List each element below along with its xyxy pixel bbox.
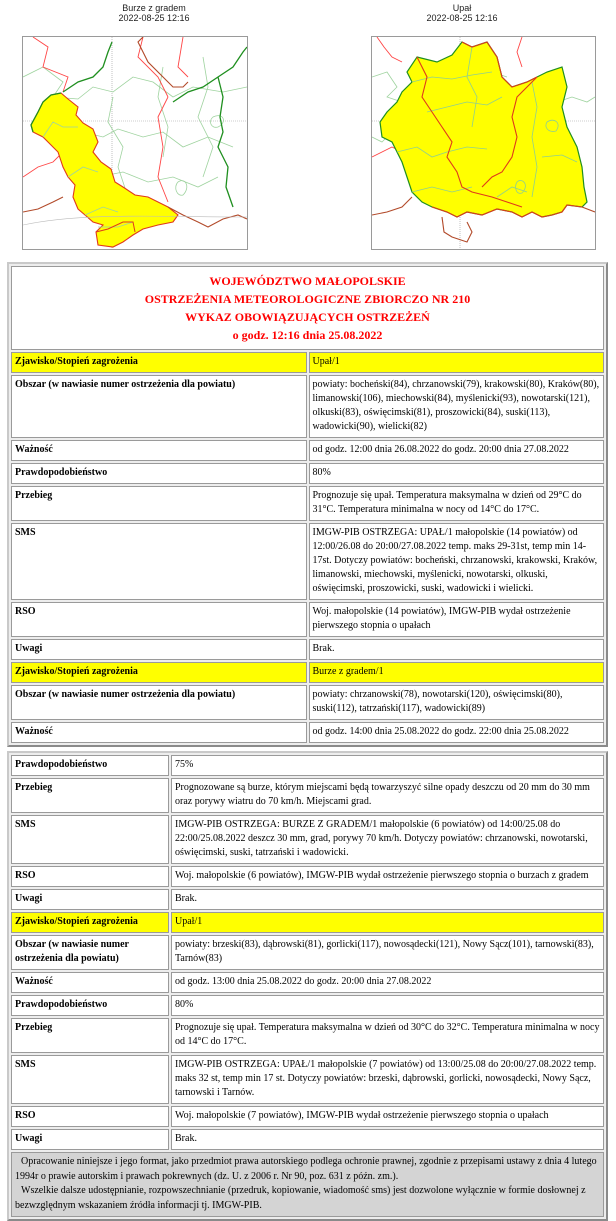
label-course: Przebieg xyxy=(11,486,307,521)
map-title-phenomenon: Burze z gradem xyxy=(122,3,186,13)
map-heat-svg xyxy=(372,37,595,249)
label-course: Przebieg xyxy=(11,1018,169,1053)
label-phenomenon: Zjawisko/Stopień zagrożenia xyxy=(11,912,169,933)
map-hail-storms xyxy=(0,0,308,262)
warning-1-area-row xyxy=(11,375,604,438)
warning-2-probability-row xyxy=(11,755,604,776)
label-probability: Prawdopodobieństwo xyxy=(11,995,169,1016)
label-validity: Ważność xyxy=(11,972,169,993)
value-phenomenon: Upał/1 xyxy=(171,912,604,933)
label-sms: SMS xyxy=(11,523,307,600)
warning-1-validity-row xyxy=(11,440,604,461)
warning-2-remarks-row xyxy=(11,889,604,910)
value-sms: IMGW-PIB OSTRZEGA: BURZE Z GRADEM/1 małopolskie (6 powiatów) od 14:00/25.08 do 22:00/25.08.2022 deszcz 30 mm, grad, porywy 70 km/h. Dotyczy powiatów: chrzanowski, nowotarski, oświęcimski, suski, tatrzański i wadowicki. xyxy=(171,815,604,864)
label-sms: SMS xyxy=(11,815,169,864)
map-title xyxy=(0,3,308,23)
map-title-datetime: 2022-08-25 12:16 xyxy=(426,13,498,23)
label-probability: Prawdopodobieństwo xyxy=(11,463,307,484)
value-remarks: Brak. xyxy=(171,889,604,910)
value-probability: 80% xyxy=(171,995,604,1016)
warning-2-phenomenon-row xyxy=(11,662,604,683)
warning-3-rso-row xyxy=(11,1106,604,1127)
value-area: powiaty: bocheński(84), chrzanowski(79), krakowski(80), Kraków(80), limanowski(106), miechowski(84), myślenicki(93), nowotarski(121), olkuski(83), oświęcimski(81), proszowicki(84), suski(113), wadowicki(90), wielicki(82) xyxy=(309,375,605,438)
value-rso: Woj. małopolskie (14 powiatów), IMGW-PIB wydał ostrzeżenie pierwszego stopnia o upałach xyxy=(309,602,605,637)
warning-3-sms-row xyxy=(11,1055,604,1104)
value-validity: od godz. 14:00 dnia 25.08.2022 do godz. 22:00 dnia 25.08.2022 xyxy=(309,722,605,743)
label-remarks: Uwagi xyxy=(11,639,307,660)
warning-3-validity-row xyxy=(11,972,604,993)
value-phenomenon: Upał/1 xyxy=(309,352,605,373)
warning-1-rso-row xyxy=(11,602,604,637)
map-canvas xyxy=(371,36,596,250)
value-phenomenon: Burze z gradem/1 xyxy=(309,662,605,683)
warning-3-course-row xyxy=(11,1018,604,1053)
header-issue-time: o godz. 12:16 dnia 25.08.2022 xyxy=(232,328,383,342)
value-rso: Woj. małopolskie (7 powiatów), IMGW-PIB wydał ostrzeżenie pierwszego stopnia o upałach xyxy=(171,1106,604,1127)
label-remarks: Uwagi xyxy=(11,889,169,910)
value-remarks: Brak. xyxy=(171,1129,604,1150)
label-area: Obszar (w nawiasie numer ostrzeżenia dla powiatu) xyxy=(11,685,307,720)
warning-1-sms-row xyxy=(11,523,604,600)
label-probability: Prawdopodobieństwo xyxy=(11,755,169,776)
warnings-table-part-1 xyxy=(7,262,608,747)
warning-1-course-row xyxy=(11,486,604,521)
warning-3-area-row xyxy=(11,935,604,970)
value-area: powiaty: brzeski(83), dąbrowski(81), gorlicki(117), nowosądecki(121), Nowy Sącz(101), tarnowski(83), Tarnów(83) xyxy=(171,935,604,970)
warnings-table-part-2 xyxy=(7,751,608,1221)
value-sms: IMGW-PIB OSTRZEGA: UPAŁ/1 małopolskie (7 powiatów) od 13:00/25.08 do 20:00/27.08.2022 temp. maks 32 st, temp min 17 st. Dotyczy powiatów: brzeski, dąbrowski, gorlicki, nowosądecki, Nowy Sącz, tarnowski i Tarnów. xyxy=(171,1055,604,1104)
value-probability: 80% xyxy=(309,463,605,484)
warning-2-course-row xyxy=(11,778,604,813)
value-sms: IMGW-PIB OSTRZEGA: UPAŁ/1 małopolskie (14 powiatów) od 12:00/26.08 do 20:00/27.08.2022 temp. maks 29-31st, temp min 14-17st. Dotyczy powiatów: bocheński, chrzanowski, krakowski, Kraków, limanowski, miechowski, myślenicki, nowotarski, olkuski, oświęcimski, proszowicki, suski, wadowicki i wielicki. xyxy=(309,523,605,600)
label-course: Przebieg xyxy=(11,778,169,813)
copyright-footer-row xyxy=(11,1152,604,1217)
label-rso: RSO xyxy=(11,602,307,637)
warning-2-area-row xyxy=(11,685,604,720)
redistribution-notice: Wszelkie dalsze udostępnianie, rozpowszechnianie (przedruk, kopiowanie, wiadomość sms) jest dozwolone wyłącznie w formie dosłownej z bezwzględnym wskazaniem źródła informacji tj. IMGW-PIB. xyxy=(15,1185,586,1211)
value-course: Prognozuje się upał. Temperatura maksymalna w dzień od 30°C do 32°C. Temperatura minimalna w nocy od 14°C do 17°C. xyxy=(171,1018,604,1053)
map-hail-svg xyxy=(23,37,247,249)
map-title xyxy=(308,3,616,23)
warning-2-sms-row xyxy=(11,815,604,864)
value-validity: od godz. 12:00 dnia 26.08.2022 do godz. 20:00 dnia 27.08.2022 xyxy=(309,440,605,461)
label-sms: SMS xyxy=(11,1055,169,1104)
document-header xyxy=(11,266,604,350)
warning-1-phenomenon-row xyxy=(11,352,604,373)
warning-3-remarks-row xyxy=(11,1129,604,1150)
map-title-datetime: 2022-08-25 12:16 xyxy=(118,13,190,23)
value-validity: od godz. 13:00 dnia 25.08.2022 do godz. 20:00 dnia 27.08.2022 xyxy=(171,972,604,993)
value-probability: 75% xyxy=(171,755,604,776)
copyright-footer xyxy=(11,1152,604,1217)
label-rso: RSO xyxy=(11,1106,169,1127)
warning-2-validity-row xyxy=(11,722,604,743)
label-validity: Ważność xyxy=(11,722,307,743)
header-bulletin-title: OSTRZEŻENIA METEOROLOGICZNE ZBIORCZO NR 210 xyxy=(144,292,471,306)
map-canvas xyxy=(22,36,248,250)
label-remarks: Uwagi xyxy=(11,1129,169,1150)
copyright-notice: Opracowanie niniejsze i jego format, jako przedmiot prawa autorskiego podlega ochronie prawnej, zgodnie z przepisami ustawy z dnia 4 lutego 1994r o prawie autorskim i prawach pokrewnych (dz. U. z 2006 r. Nr 90, poz. 631 z późn. zm.). xyxy=(15,1156,597,1182)
warning-1-remarks-row xyxy=(11,639,604,660)
warning-maps xyxy=(0,0,616,262)
map-heat xyxy=(308,0,616,262)
header-list-title: WYKAZ OBOWIĄZUJĄCYCH OSTRZEŻEŃ xyxy=(185,310,430,324)
value-rso: Woj. małopolskie (6 powiatów), IMGW-PIB wydał ostrzeżenie pierwszego stopnia o burzach z gradem xyxy=(171,866,604,887)
value-area: powiaty: chrzanowski(78), nowotarski(120), oświęcimski(80), suski(112), tatrzański(117), wadowicki(89) xyxy=(309,685,605,720)
heat-warning-area xyxy=(380,42,587,217)
label-area: Obszar (w nawiasie numer ostrzeżenia dla powiatu) xyxy=(11,935,169,970)
hail-warning-area xyxy=(31,93,178,247)
warning-3-probability-row xyxy=(11,995,604,1016)
warnings-tables xyxy=(0,262,608,1221)
state-border-south xyxy=(442,217,472,242)
label-validity: Ważność xyxy=(11,440,307,461)
value-remarks: Brak. xyxy=(309,639,605,660)
label-area: Obszar (w nawiasie numer ostrzeżenia dla powiatu) xyxy=(11,375,307,438)
warning-1-probability-row xyxy=(11,463,604,484)
header-region: WOJEWÓDZTWO MAŁOPOLSKIE xyxy=(209,274,406,288)
label-rso: RSO xyxy=(11,866,169,887)
value-course: Prognozuje się upał. Temperatura maksymalna w dzień od 29°C do 31°C. Temperatura minimalna w nocy od 14°C do 17°C. xyxy=(309,486,605,521)
warning-2-rso-row xyxy=(11,866,604,887)
label-phenomenon: Zjawisko/Stopień zagrożenia xyxy=(11,662,307,683)
map-title-phenomenon: Upał xyxy=(452,3,472,13)
value-course: Prognozowane są burze, którym miejscami będą towarzyszyć silne opady deszczu od 20 mm do 30 mm oraz porywy wiatru do 70 km/h. Miejscami grad. xyxy=(171,778,604,813)
warning-3-phenomenon-row xyxy=(11,912,604,933)
label-phenomenon: Zjawisko/Stopień zagrożenia xyxy=(11,352,307,373)
